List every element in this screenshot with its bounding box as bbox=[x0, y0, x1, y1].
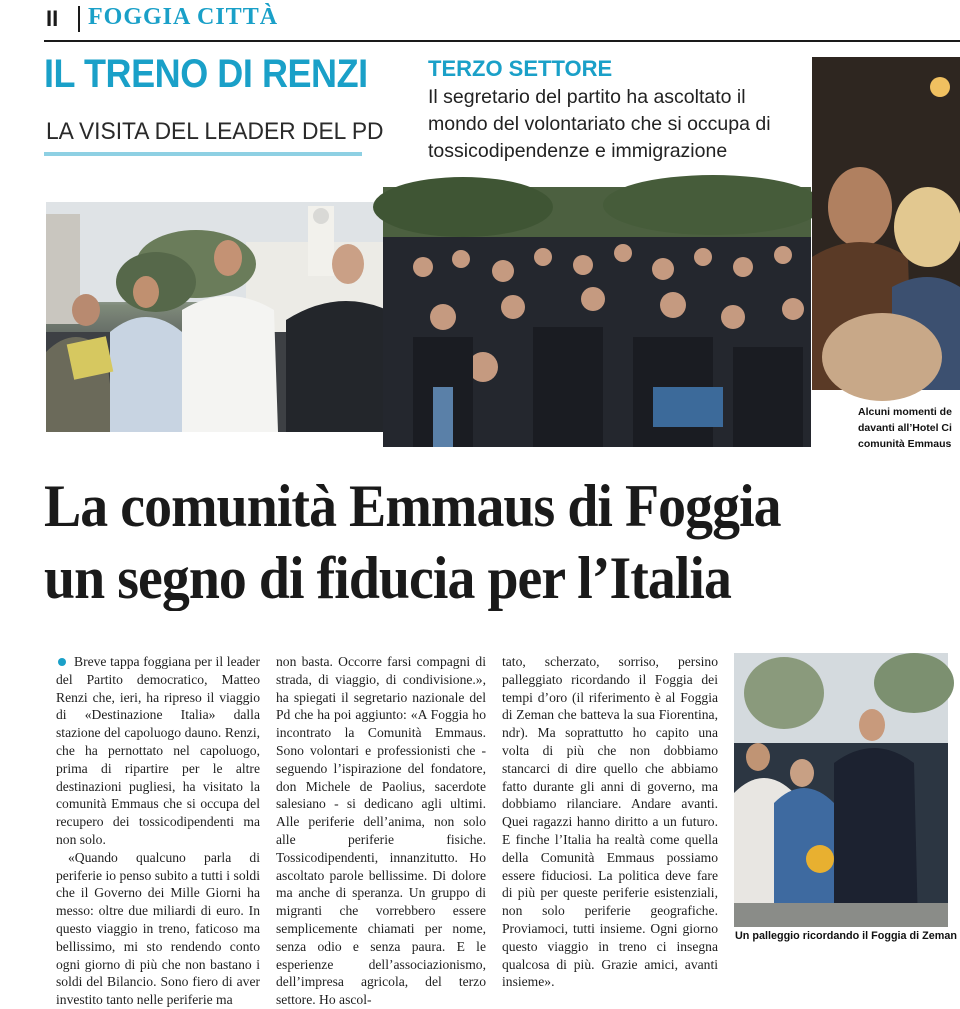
photo-close-up-illustration bbox=[812, 57, 960, 390]
article-paragraph: «Quando qualcuno parla di periferie io penso subito a tutti i soldi che il Governo dei Mille Giorni ha messo: oltre due miliardi di euro. In questo viaggio in treno, faticoso ma bellissimo, mi sto rendendo conto ogni giorno di più che non bastano i soldi del Bilancio. Sono fiero di aver investito tanto nelle periferie ma bbox=[56, 849, 260, 1008]
photo-crowd bbox=[383, 187, 811, 447]
article-paragraph: Breve tappa foggiana per il leader del Partito democratico, Matteo Renzi che, ieri, ha ripreso il viaggio di «Destinazione Italia» dalla stazione del capoluogo dauno. Renzi, che ha pernottato nel capoluogo, prima di ripartire per le altre destinazioni pugliesi, ha visitato la comunità Emmaus che si occupa del recupero dei tossicodipendenti ma non solo. bbox=[56, 654, 260, 847]
kicker-subtitle: LA VISITA DEL LEADER DEL PD bbox=[46, 118, 384, 145]
article-paragraph: tato, scherzato, sorriso, persino palleggiato ricordando il Foggia dei tempi d’oro (il riferimento è al Foggia di Zeman che batteva la sua Fiorentina, ndr). Ma soprattutto ho capito una volta di più che non dobbiamo stancarci di dire quello che abbiamo fatto durante gli anni di governo, ma dobbiamo rilanciare. Andare avanti. Quei ragazzi hanno diritto a un futuro. E finche l’Italia ha realtà come quella della Comunità Emmaus possiamo essere fiduciosi. La politica deve fare di più per queste periferie esistenziali, non solo periferie geografiche. Proviamoci, tutti insieme. Ogni giorno questo viaggio in treno ci insegna qualcosa di più. Grazie amici, avanti insieme». bbox=[502, 654, 718, 990]
article-headline bbox=[44, 470, 881, 614]
photo-group-walking-illustration bbox=[46, 202, 410, 432]
photo-caption-bottom: Un palleggio ricordando il Foggia di Zeman bbox=[735, 930, 957, 942]
article-paragraph: non basta. Occorre farsi compagni di strada, di viaggio, di condivisione.», ha spiegati il segretario nazionale del Pd che ha poi aggiunto: «A Foggia ho incontrato la Comunità Emmaus. Sono volontari e professionisti che - seguendo l’ispirazione del fondatore, don Michele de Paolius, sacerdote salesiano - si dedicano agli ultimi. Alle periferie dell’anima, non solo alle periferie fisiche. Tossicodipendenti, innanzitutto. Ho ascoltato parole bellissime. Di dolore ma anche di speranza. Un gruppo di migranti che vorrebbero essere semplicemente chiamati per nome, senza odio e senza paura. E le esperienze dell’associazionismo, dell’impresa agricola, del terzo settore. Ho ascol- bbox=[276, 654, 486, 1008]
article-column-1 bbox=[56, 653, 260, 1008]
photo-close-up bbox=[812, 57, 960, 390]
article-column-2 bbox=[276, 653, 486, 1008]
page-number: II bbox=[46, 6, 59, 31]
sidebar-text: Il segretario del partito ha ascoltato il mondo del volontariato che si occupa di tossicodipendenze e immigrazione bbox=[428, 86, 771, 162]
photo-group-walking bbox=[46, 202, 410, 432]
kicker-title: IL TRENO DI RENZI bbox=[44, 52, 368, 96]
section-header bbox=[44, 0, 960, 42]
photo-ball-juggling bbox=[734, 653, 948, 927]
caption-line: Alcuni momenti de bbox=[858, 406, 952, 418]
caption-line: davanti all’Hotel Ci bbox=[858, 422, 952, 434]
photo-ball-juggling-illustration bbox=[734, 653, 948, 927]
section-name: FOGGIA CITTÀ bbox=[88, 4, 279, 30]
photo-caption-right bbox=[858, 404, 960, 452]
kicker-underline bbox=[44, 152, 362, 156]
headline-line-2: un segno di fiducia per l’Italia bbox=[44, 545, 731, 611]
article-column-3 bbox=[502, 653, 718, 990]
headline-line-1: La comunità Emmaus di Foggia bbox=[44, 473, 781, 539]
header-divider bbox=[78, 6, 80, 32]
caption-line: comunità Emmaus bbox=[858, 438, 952, 450]
photo-crowd-illustration bbox=[383, 187, 811, 447]
sidebar-label: TERZO SETTORE bbox=[428, 56, 613, 81]
